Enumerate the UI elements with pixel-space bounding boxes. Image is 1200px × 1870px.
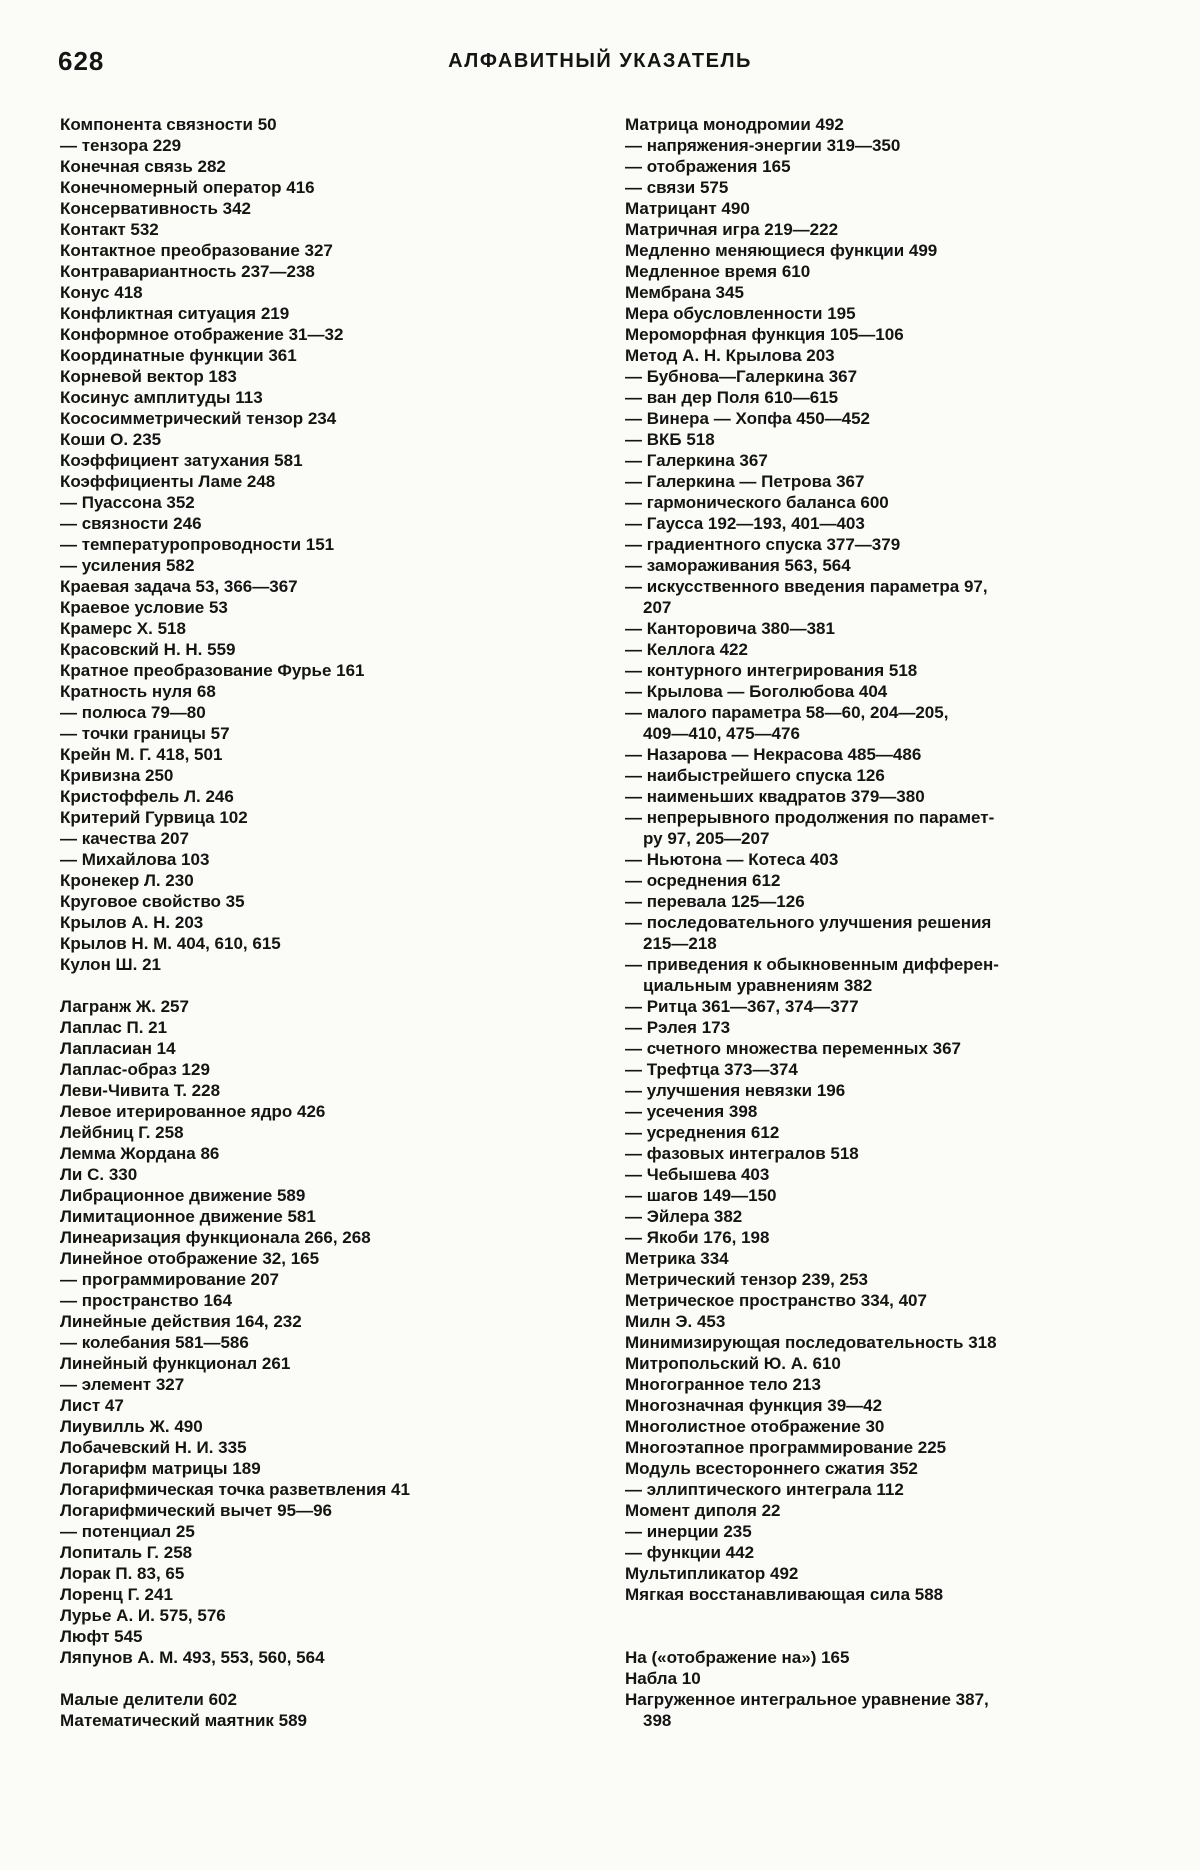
index-entry: Крылов Н. М. 404, 610, 615 <box>60 934 281 953</box>
index-entry: Люфт 545 <box>60 1627 143 1646</box>
page-header <box>58 46 1142 86</box>
index-subentry: — Келлога 422 <box>625 640 748 659</box>
index-subentry: — напряжения-энергии 319—350 <box>625 136 901 155</box>
index-subentry: — связи 575 <box>625 178 729 197</box>
index-subentry: — усечения 398 <box>625 1102 758 1121</box>
index-entry: Многогранное тело 213 <box>625 1375 821 1394</box>
index-entry: Мероморфная функция 105—106 <box>625 325 904 344</box>
index-columns <box>60 114 1160 1840</box>
index-entry-continuation: 215—218 <box>643 934 717 953</box>
index-entry: Лист 47 <box>60 1396 124 1415</box>
index-entry: Набла 10 <box>625 1669 701 1688</box>
index-entry: Логарифмическая точка разветвления 41 <box>60 1480 410 1499</box>
index-entry: Краевое условие 53 <box>60 598 228 617</box>
index-subentry: — Эйлера 382 <box>625 1207 743 1226</box>
index-entry: Координатные функции 361 <box>60 346 297 365</box>
index-entry: Многоэтапное программирование 225 <box>625 1438 947 1457</box>
index-entry: Краевая задача 53, 366—367 <box>60 577 298 596</box>
index-subentry: — Ритца 361—367, 374—377 <box>625 997 859 1016</box>
index-entry: Крылов А. Н. 203 <box>60 913 204 932</box>
index-subentry: — осреднения 612 <box>625 871 781 890</box>
index-subentry: — счетного множества переменных 367 <box>625 1039 961 1058</box>
index-entry: Ляпунов А. М. 493, 553, 560, 564 <box>60 1648 325 1667</box>
index-entry: Лиувилль Ж. 490 <box>60 1417 203 1436</box>
index-entry: Матрицант 490 <box>625 199 750 218</box>
index-entry: Митропольский Ю. А. 610 <box>625 1354 841 1373</box>
index-entry: Компонента связности 50 <box>60 115 277 134</box>
index-column-right <box>625 114 1160 1840</box>
index-entry: Лимитационное движение 581 <box>60 1207 316 1226</box>
index-entry: Лагранж Ж. 257 <box>60 997 189 1016</box>
index-subentry: — Пуассона 352 <box>60 493 195 512</box>
index-entry: Лаплас-образ 129 <box>60 1060 210 1079</box>
index-entry: Метрика 334 <box>625 1249 729 1268</box>
index-entry: Матрица монодромии 492 <box>625 115 844 134</box>
index-subentry: — ван дер Поля 610—615 <box>625 388 839 407</box>
index-subentry: — фазовых интегралов 518 <box>625 1144 859 1163</box>
index-entry: Конфликтная ситуация 219 <box>60 304 290 323</box>
index-entry: Косинус амплитуды 113 <box>60 388 263 407</box>
index-subentry: — Бубнова—Галеркина 367 <box>625 367 858 386</box>
index-entry: Лорак П. 83, 65 <box>60 1564 185 1583</box>
index-entry: Линейный функционал 261 <box>60 1354 291 1373</box>
index-subentry: — колебания 581—586 <box>60 1333 249 1352</box>
index-subentry: — функции 442 <box>625 1543 755 1562</box>
index-entry: Кратность нуля 68 <box>60 682 216 701</box>
index-subentry: — Гаусса 192—193, 401—403 <box>625 514 865 533</box>
index-subentry: — полюса 79—80 <box>60 703 206 722</box>
index-entry: Кососимметрический тензор 234 <box>60 409 337 428</box>
index-entry: Контравариантность 237—238 <box>60 262 315 281</box>
index-entry: Матричная игра 219—222 <box>625 220 839 239</box>
index-entry: Конечная связь 282 <box>60 157 226 176</box>
index-entry: Лопиталь Г. 258 <box>60 1543 193 1562</box>
index-entry: Кристоффель Л. 246 <box>60 787 234 806</box>
index-subentry: — Рэлея 173 <box>625 1018 731 1037</box>
index-subentry: — эллиптического интеграла 112 <box>625 1480 904 1499</box>
index-entry: Мера обусловленности 195 <box>625 304 856 323</box>
index-entry: Момент диполя 22 <box>625 1501 781 1520</box>
index-entry: Минимизирующая последовательность 318 <box>625 1333 997 1352</box>
index-entry: Левое итерированное ядро 426 <box>60 1102 326 1121</box>
index-entry-continuation: 207 <box>643 598 672 617</box>
index-entry: Контакт 532 <box>60 220 159 239</box>
index-subentry: — гармонического баланса 600 <box>625 493 889 512</box>
index-entry: Кривизна 250 <box>60 766 174 785</box>
index-spacer <box>625 1605 1160 1626</box>
index-entry: Корневой вектор 183 <box>60 367 237 386</box>
index-entry: Лейбниц Г. 258 <box>60 1123 184 1142</box>
index-entry: Малые делители 602 <box>60 1690 237 1709</box>
index-entry: Конус 418 <box>60 283 143 302</box>
index-entry: Мультипликатор 492 <box>625 1564 799 1583</box>
index-entry: Мембрана 345 <box>625 283 744 302</box>
index-subentry: — Якоби 176, 198 <box>625 1228 770 1247</box>
index-entry: Крейн М. Г. 418, 501 <box>60 745 223 764</box>
index-subentry: — контурного интегрирования 518 <box>625 661 918 680</box>
index-subentry: — Назарова — Некрасова 485—486 <box>625 745 922 764</box>
index-subentry: — Ньютона — Котеса 403 <box>625 850 839 869</box>
index-subentry: — градиентного спуска 377—379 <box>625 535 901 554</box>
index-subentry: — потенциал 25 <box>60 1522 195 1541</box>
index-entry: Кронекер Л. 230 <box>60 871 194 890</box>
index-subentry: — Галеркина 367 <box>625 451 768 470</box>
index-subentry: — пространство 164 <box>60 1291 232 1310</box>
index-entry: Лемма Жордана 86 <box>60 1144 220 1163</box>
index-spacer <box>625 1626 1160 1647</box>
index-entry: Многозначная функция 39—42 <box>625 1396 883 1415</box>
index-entry: Линейное отображение 32, 165 <box>60 1249 320 1268</box>
index-entry: Ли С. 330 <box>60 1165 138 1184</box>
index-subentry: — наибыстрейшего спуска 126 <box>625 766 885 785</box>
index-subentry: — качества 207 <box>60 829 189 848</box>
index-column-left <box>60 114 595 1840</box>
index-subentry: — последовательного улучшения решения <box>625 913 992 932</box>
index-subentry: — усиления 582 <box>60 556 195 575</box>
index-subentry: — точки границы 57 <box>60 724 230 743</box>
index-entry: Лобачевский Н. И. 335 <box>60 1438 247 1457</box>
index-entry: Крамерс Х. 518 <box>60 619 186 638</box>
index-entry: Консервативность 342 <box>60 199 251 218</box>
index-entry: Критерий Гурвица 102 <box>60 808 248 827</box>
index-subentry: — шагов 149—150 <box>625 1186 777 1205</box>
index-entry: Лаплас П. 21 <box>60 1018 168 1037</box>
index-entry: На («отображение на») 165 <box>625 1648 850 1667</box>
index-entry: Лапласиан 14 <box>60 1039 176 1058</box>
index-entry: Медленное время 610 <box>625 262 811 281</box>
index-entry: Коэффициенты Ламе 248 <box>60 472 276 491</box>
index-subentry: — инерции 235 <box>625 1522 752 1541</box>
index-subentry: — тензора 229 <box>60 136 182 155</box>
index-subentry: — улучшения невязки 196 <box>625 1081 846 1100</box>
index-entry: Коши О. 235 <box>60 430 162 449</box>
index-entry: Линеаризация функционала 266, 268 <box>60 1228 371 1247</box>
index-entry: Метод А. Н. Крылова 203 <box>625 346 835 365</box>
index-subentry: — программирование 207 <box>60 1270 279 1289</box>
index-entry: Контактное преобразование 327 <box>60 241 333 260</box>
index-entry: Нагруженное интегральное уравнение 387, <box>625 1690 989 1709</box>
index-subentry: — ВКБ 518 <box>625 430 715 449</box>
index-subentry: — температуропроводности 151 <box>60 535 335 554</box>
index-entry: Математический маятник 589 <box>60 1711 308 1730</box>
index-subentry: — связности 246 <box>60 514 202 533</box>
index-entry: Кратное преобразование Фурье 161 <box>60 661 365 680</box>
index-spacer <box>60 975 595 996</box>
index-subentry: — непрерывного продолжения по парамет- <box>625 808 995 827</box>
index-entry-continuation: 409—410, 475—476 <box>643 724 800 743</box>
index-subentry: — отображения 165 <box>625 157 791 176</box>
index-entry-continuation: ру 97, 205—207 <box>643 829 770 848</box>
index-entry: Метрический тензор 239, 253 <box>625 1270 868 1289</box>
index-entry: Красовский Н. Н. 559 <box>60 640 236 659</box>
running-title: АЛФАВИТНЫЙ УКАЗАТЕЛЬ <box>448 50 752 72</box>
index-entry: Леви-Чивита Т. 228 <box>60 1081 221 1100</box>
index-entry: Коэффициент затухания 581 <box>60 451 303 470</box>
index-entry: Лоренц Г. 241 <box>60 1585 173 1604</box>
index-entry: Милн Э. 453 <box>625 1312 726 1331</box>
index-entry: Логарифмический вычет 95—96 <box>60 1501 332 1520</box>
index-subentry: — Чебышева 403 <box>625 1165 770 1184</box>
index-entry: Многолистное отображение 30 <box>625 1417 885 1436</box>
index-subentry: — малого параметра 58—60, 204—205, <box>625 703 949 722</box>
index-spacer <box>60 1668 595 1689</box>
index-entry: Лурье А. И. 575, 576 <box>60 1606 226 1625</box>
index-entry-continuation: циальным уравнениям 382 <box>643 976 873 995</box>
index-subentry: — усреднения 612 <box>625 1123 780 1142</box>
index-entry: Модуль всестороннего сжатия 352 <box>625 1459 918 1478</box>
index-entry: Круговое свойство 35 <box>60 892 245 911</box>
index-subentry: — Крылова — Боголюбова 404 <box>625 682 888 701</box>
index-entry: Линейные действия 164, 232 <box>60 1312 302 1331</box>
index-entry: Конечномерный оператор 416 <box>60 178 315 197</box>
index-subentry: — приведения к обыкновенным дифферен- <box>625 955 999 974</box>
index-subentry: — Канторовича 380—381 <box>625 619 835 638</box>
index-entry: Логарифм матрицы 189 <box>60 1459 261 1478</box>
page-number: 628 <box>58 46 105 76</box>
index-subentry: — замораживания 563, 564 <box>625 556 851 575</box>
index-entry: Кулон Ш. 21 <box>60 955 161 974</box>
index-subentry: — искусственного введения параметра 97, <box>625 577 988 596</box>
index-entry: Метрическое пространство 334, 407 <box>625 1291 927 1310</box>
index-subentry: — Михайлова 103 <box>60 850 210 869</box>
index-subentry: — Трефтца 373—374 <box>625 1060 798 1079</box>
index-entry-continuation: 398 <box>643 1711 672 1730</box>
index-subentry: — элемент 327 <box>60 1375 185 1394</box>
index-entry: Либрационное движение 589 <box>60 1186 306 1205</box>
index-subentry: — Винера — Хопфа 450—452 <box>625 409 871 428</box>
index-entry: Конформное отображение 31—32 <box>60 325 344 344</box>
index-subentry: — Галеркина — Петрова 367 <box>625 472 865 491</box>
index-subentry: — наименьших квадратов 379—380 <box>625 787 925 806</box>
index-entry: Мягкая восстанавливающая сила 588 <box>625 1585 944 1604</box>
index-entry: Медленно меняющиеся функции 499 <box>625 241 938 260</box>
index-subentry: — перевала 125—126 <box>625 892 805 911</box>
